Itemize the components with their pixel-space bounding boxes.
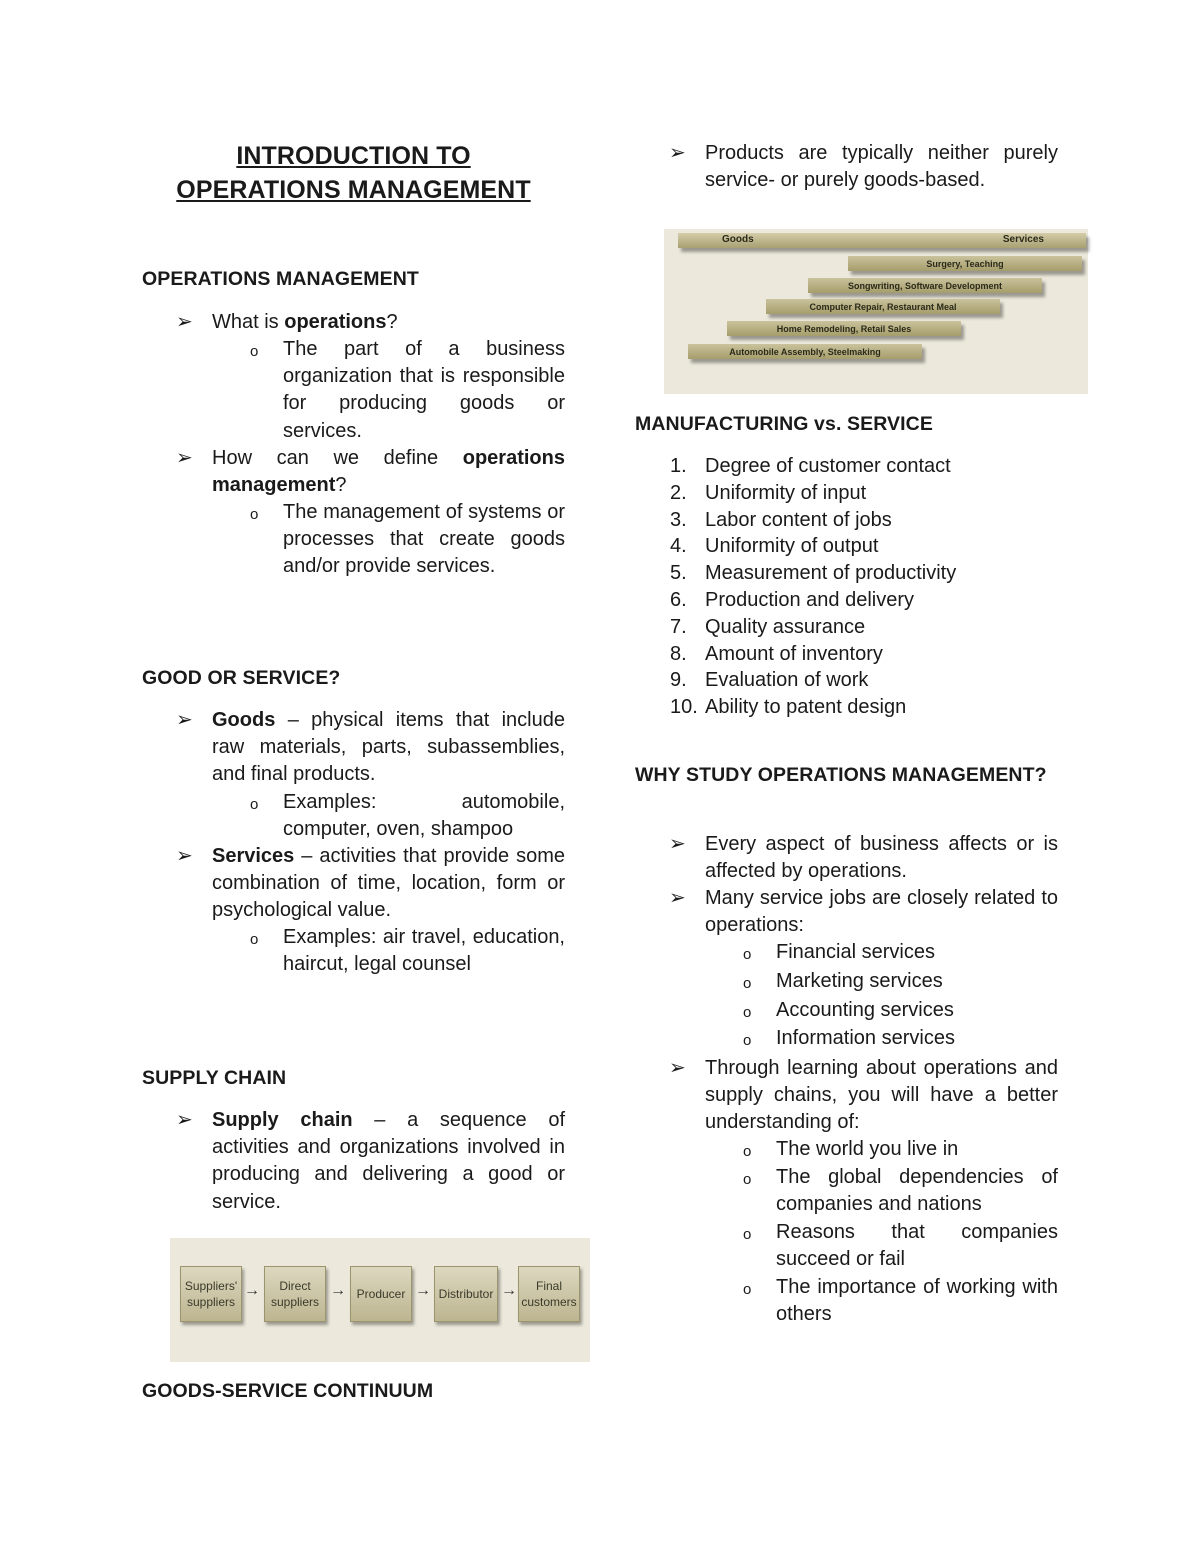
supply-chain-definition: Supply chain – a sequence of activities and organizations involved in producing and delivering a good or service. [212,1109,565,1213]
manufacturing-vs-service-heading: MANUFACTURING vs. SERVICE [635,413,933,435]
services-definition: Services – activities that provide some combination of time, location, form or psychological value. [212,845,565,922]
why-study-heading: WHY STUDY OPERATIONS MANAGEMENT? [635,764,1047,786]
goods-definition: Goods – physical items that include raw materials, parts, subassemblies, and final products. [212,709,565,786]
arrow-right-icon: → [244,1282,260,1299]
arrow-bullet-icon: ➢ [176,709,193,731]
good-or-service-heading: GOOD OR SERVICE? [142,667,341,689]
circle-bullet-icon: o [250,931,259,948]
arrow-bullet-icon: ➢ [176,1109,193,1131]
supply-chain-heading: SUPPLY CHAIN [142,1067,287,1089]
services-label: Services [1002,234,1044,245]
om-question-2: How can we define operations management? [212,447,565,497]
why-bullet-1: Every aspect of business affects or is affected by operations. [705,833,1058,883]
doc-title-line1: INTRODUCTION TO [236,142,471,170]
arrow-bullet-icon: ➢ [669,887,686,909]
arrow-bullet-icon: ➢ [669,1057,686,1079]
list-item: 10. Ability to patent design [670,696,907,719]
circle-bullet-icon: o [743,1032,752,1049]
arrow-right-icon: → [415,1282,431,1299]
services-examples: Examples: air travel, education, haircut, legal counsel [283,926,565,976]
why-sub-item: Reasons that companies succeed or fail [776,1221,1058,1271]
arrow-bullet-icon: ➢ [176,311,193,333]
goods-service-continuum-heading: GOODS-SERVICE CONTINUUM [142,1380,434,1402]
supply-chain-box: Distributor [434,1266,498,1322]
why-sub-item: Accounting services [776,999,954,1021]
circle-bullet-icon: o [743,1143,752,1160]
list-item: 7. Quality assurance [670,615,866,638]
circle-bullet-icon: o [743,1281,752,1298]
goods-label: Goods [722,234,754,245]
continuum-step: Songwriting, Software Development [808,278,1042,293]
continuum-step: Computer Repair, Restaurant Meal [766,299,1000,314]
circle-bullet-icon: o [743,1171,752,1188]
continuum-axis-bar [678,233,1086,248]
list-item: 1. Degree of customer contact [670,455,951,477]
goods-service-continuum-diagram [664,229,1088,394]
operations-management-heading: OPERATIONS MANAGEMENT [142,268,419,290]
arrow-bullet-icon: ➢ [669,833,686,855]
why-sub-item: The importance of working with others [776,1276,1058,1326]
list-item: 6. Production and delivery [670,588,915,611]
om-answer-1: The part of a business organization that is responsible for producing goods or services. [283,338,565,442]
om-question-1: What is operations? [212,311,398,333]
products-statement: Products are typically neither purely service- or purely goods-based. [705,142,1058,192]
om-answer-2: The management of systems or processes that create goods and/or provide services. [283,501,565,578]
arrow-bullet-icon: ➢ [669,142,686,164]
manufacturing-vs-service-list [670,453,1058,721]
circle-bullet-icon: o [250,343,259,360]
list-item: 8. Amount of inventory [670,642,883,665]
goods-examples: Examples: automobile, computer, oven, shampoo [283,791,565,841]
continuum-step: Surgery, Teaching [848,256,1082,271]
why-sub-item: The world you live in [776,1138,959,1160]
supply-chain-box: Final customers [518,1266,580,1322]
why-bullet-2: Many service jobs are closely related to operations: [705,887,1058,937]
why-sub-item: The global dependencies of companies and nations [776,1166,1058,1216]
supply-chain-box: Producer [350,1266,412,1322]
circle-bullet-icon: o [743,946,752,963]
why-bullet-3: Through learning about operations and supply chains, you will have a better understanding of: [705,1057,1058,1134]
list-item: 2. Uniformity of input [670,481,867,504]
supply-chain-box: Direct suppliers [264,1266,326,1322]
circle-bullet-icon: o [743,975,752,992]
arrow-right-icon: → [501,1282,517,1299]
circle-bullet-icon: o [743,1226,752,1243]
list-item: 3. Labor content of jobs [670,508,892,531]
circle-bullet-icon: o [250,506,259,523]
why-sub-item: Marketing services [776,970,943,992]
circle-bullet-icon: o [743,1004,752,1021]
arrow-bullet-icon: ➢ [176,447,193,469]
why-sub-item: Financial services [776,941,935,963]
supply-chain-box: Suppliers' suppliers [180,1266,242,1322]
list-item: 9. Evaluation of work [670,669,869,692]
continuum-step: Home Remodeling, Retail Sales [727,321,961,336]
list-item: 4. Uniformity of output [670,535,879,558]
continuum-step: Automobile Assembly, Steelmaking [688,344,922,359]
why-sub-item: Information services [776,1027,955,1049]
doc-title-line2: OPERATIONS MANAGEMENT [176,176,531,204]
list-item: 5. Measurement of productivity [670,562,957,585]
supply-chain-diagram [170,1238,590,1362]
circle-bullet-icon: o [250,796,259,813]
arrow-right-icon: → [330,1282,346,1299]
arrow-bullet-icon: ➢ [176,845,193,867]
